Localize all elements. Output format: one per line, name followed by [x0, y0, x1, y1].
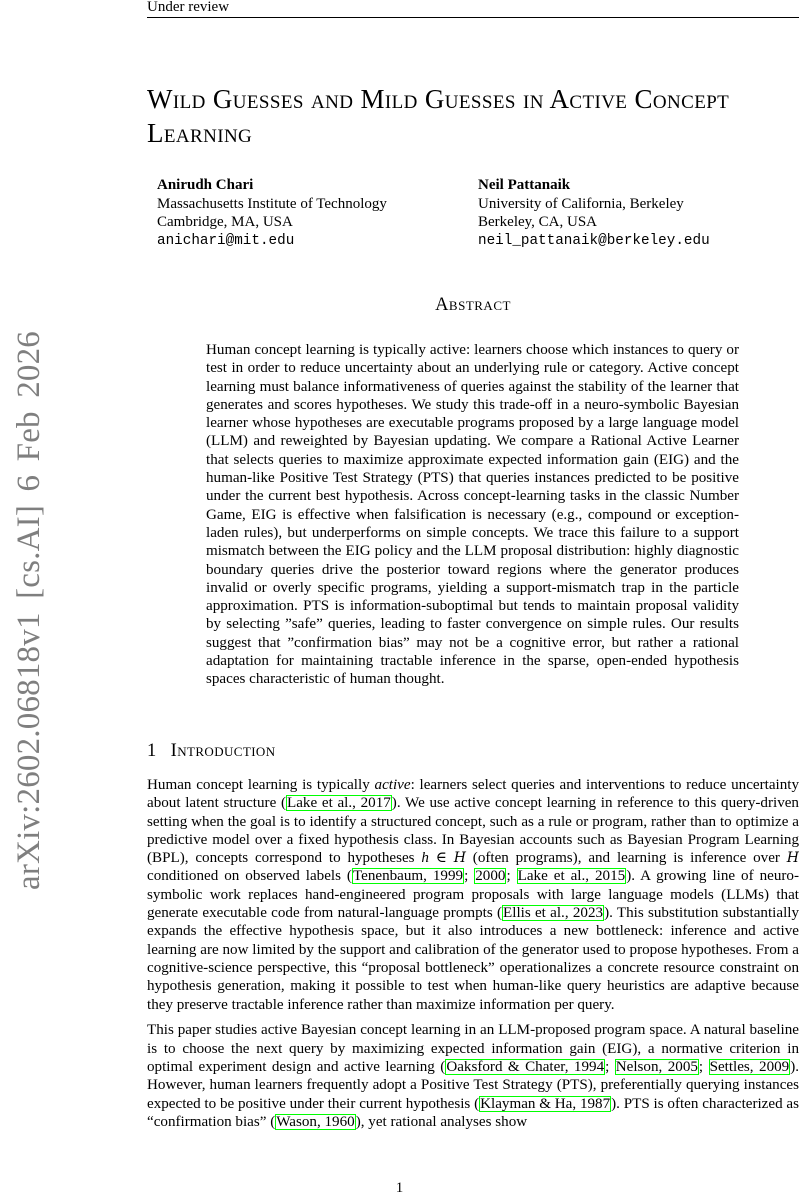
citation-link[interactable]: Settles, 2009: [709, 1058, 790, 1075]
citation-link[interactable]: Oaksford & Chater, 1994: [446, 1058, 605, 1075]
author-name: Neil Pattanaik: [478, 177, 571, 193]
author-affiliation: University of California, Berkeley: [478, 195, 684, 212]
abstract-heading: Abstract: [435, 295, 511, 315]
arxiv-sidebar: [11, 326, 47, 894]
citation-link[interactable]: Lake et al., 2017: [287, 795, 391, 812]
citation-link[interactable]: Lake et al., 2015: [517, 868, 626, 885]
math-hypothesis-space: H: [786, 850, 799, 867]
citation-link[interactable]: Nelson, 2005: [615, 1058, 698, 1075]
citation-link[interactable]: Wason, 1960: [276, 1113, 355, 1130]
author-location: Cambridge, MA, USA: [157, 214, 293, 231]
citation-link[interactable]: 2000: [475, 868, 506, 885]
author-email[interactable]: neil_pattanaik@berkeley.edu: [478, 232, 710, 249]
body-text: [147, 776, 799, 1139]
page-number: 1: [395, 1180, 404, 1196]
section-title: Introduction: [170, 741, 276, 761]
author-affiliation: Massachusetts Institute of Technology: [157, 195, 387, 212]
emphasis: active: [374, 777, 411, 793]
arxiv-identifier[interactable]: arXiv:2602.06818v1 [cs.AI] 6 Feb 2026: [10, 330, 47, 890]
paper-title: Wild Guesses and Mild Guesses in Active Concept Learning: [147, 84, 730, 148]
abstract-text: Human concept learning is typically active: learners choose which instances to query or test in order to reduce uncertainty about an underlying rule or category. Active concept learning must balance informativeness of queries against the stability of the learner that generates and scores hypotheses. We study this trade-off in a neuro-symbolic Bayesian learner whose hypotheses are executable programs proposed by a large language model (LLM) and reweighted by Bayesian updating. We compare a Rational Active Learner that selects queries to maximize approximate expected information gain (EIG) and the human-like Positive Test Strategy (PTS) that queries instances predicted to be positive under the current best hypothesis. Across concept-learning tasks in the classic Number Game, EIG is effective when falsification is necessary (e.g., compound or exception-laden rules), but underperforms on simple concepts. We trace this failure to a support mismatch between the EIG policy and the LLM proposal distribution: highly diagnostic boundary queries drive the posterior toward regions where the generator produces invalid or overly specific programs, yielding a support-mismatch trap in the particle approximation. PTS is information-suboptimal but tends to maintain proposal validity by selecting ”safe” queries, leading to faster convergence on simple rules. Our results suggest that ”confirmation bias” may not be a cognitive error, but rather a rational adaptation for maintaining tractable inference in the sparse, open-ended hypothesis spaces characteristic of human thought.: [206, 342, 739, 688]
math-h: h: [421, 850, 429, 867]
citation-link[interactable]: Klayman & Ha, 1987: [480, 1095, 611, 1112]
running-head: Under review: [147, 0, 230, 15]
author-block: [478, 176, 710, 250]
author-email[interactable]: anichari@mit.edu: [157, 232, 295, 249]
section-heading: [147, 741, 276, 762]
author-name: Anirudh Chari: [157, 177, 254, 193]
citation-link[interactable]: Ellis et al., 2023: [503, 905, 604, 922]
paragraph: This paper studies active Bayesian concept learning in an LLM-proposed program space. A natural baseline is to choose the next query by maximizing expected information gain (EIG), a normative criterion in optimal experiment design and active learning (Oaksford & Chater, 1994; Nelson, 2005; Settles, 2009). However, human learners frequently adopt a Positive Test Strategy (PTS), preferentially querying instances expected to be positive under their current hypothesis (Klayman & Ha, 1987). PTS is often characterized as “confirmation bias” (Wason, 1960), yet rational analyses show: [147, 1022, 799, 1130]
header-rule: [147, 17, 799, 18]
citation-link[interactable]: Tenenbaum, 1999: [352, 868, 464, 885]
math-hypothesis-space: H: [453, 850, 466, 867]
author-location: Berkeley, CA, USA: [478, 214, 598, 231]
section-number: 1: [147, 741, 157, 761]
paragraph: Human concept learning is typically active: learners select queries and interventions to reduce uncertainty about latent structure (Lake et al., 2017). We use active concept learning in reference to this query-driven setting when the goal is to identify a structured concept, such as a rule or program, rather than to optimize a predictive model over a fixed hypothesis class. In Bayesian accounts such as Bayesian Program Learning (BPL), concepts correspond to hypotheses h ∈ H (often programs), and learning is inference over H conditioned on observed labels (Tenenbaum, 1999; 2000; Lake et al., 2015). A growing line of neuro-symbolic work replaces hand-engineered program proposals with large language models (LLMs) that generate executable code from natural-language prompts (Ellis et al., 2023). This substitution substantially expands the effective hypothesis space, but it also introduces a new bottleneck: inference and active learning are now limited by the support and calibration of the generator used to propose hypotheses. From a cognitive-science perspective, this “proposal bottleneck” operationalizes a concrete resource constraint on hypothesis generation, making it possible to test when human-like query heuristics are adaptive because they preserve tractable inference rather than maximize information per query.: [147, 777, 799, 1013]
author-block: [157, 176, 387, 250]
